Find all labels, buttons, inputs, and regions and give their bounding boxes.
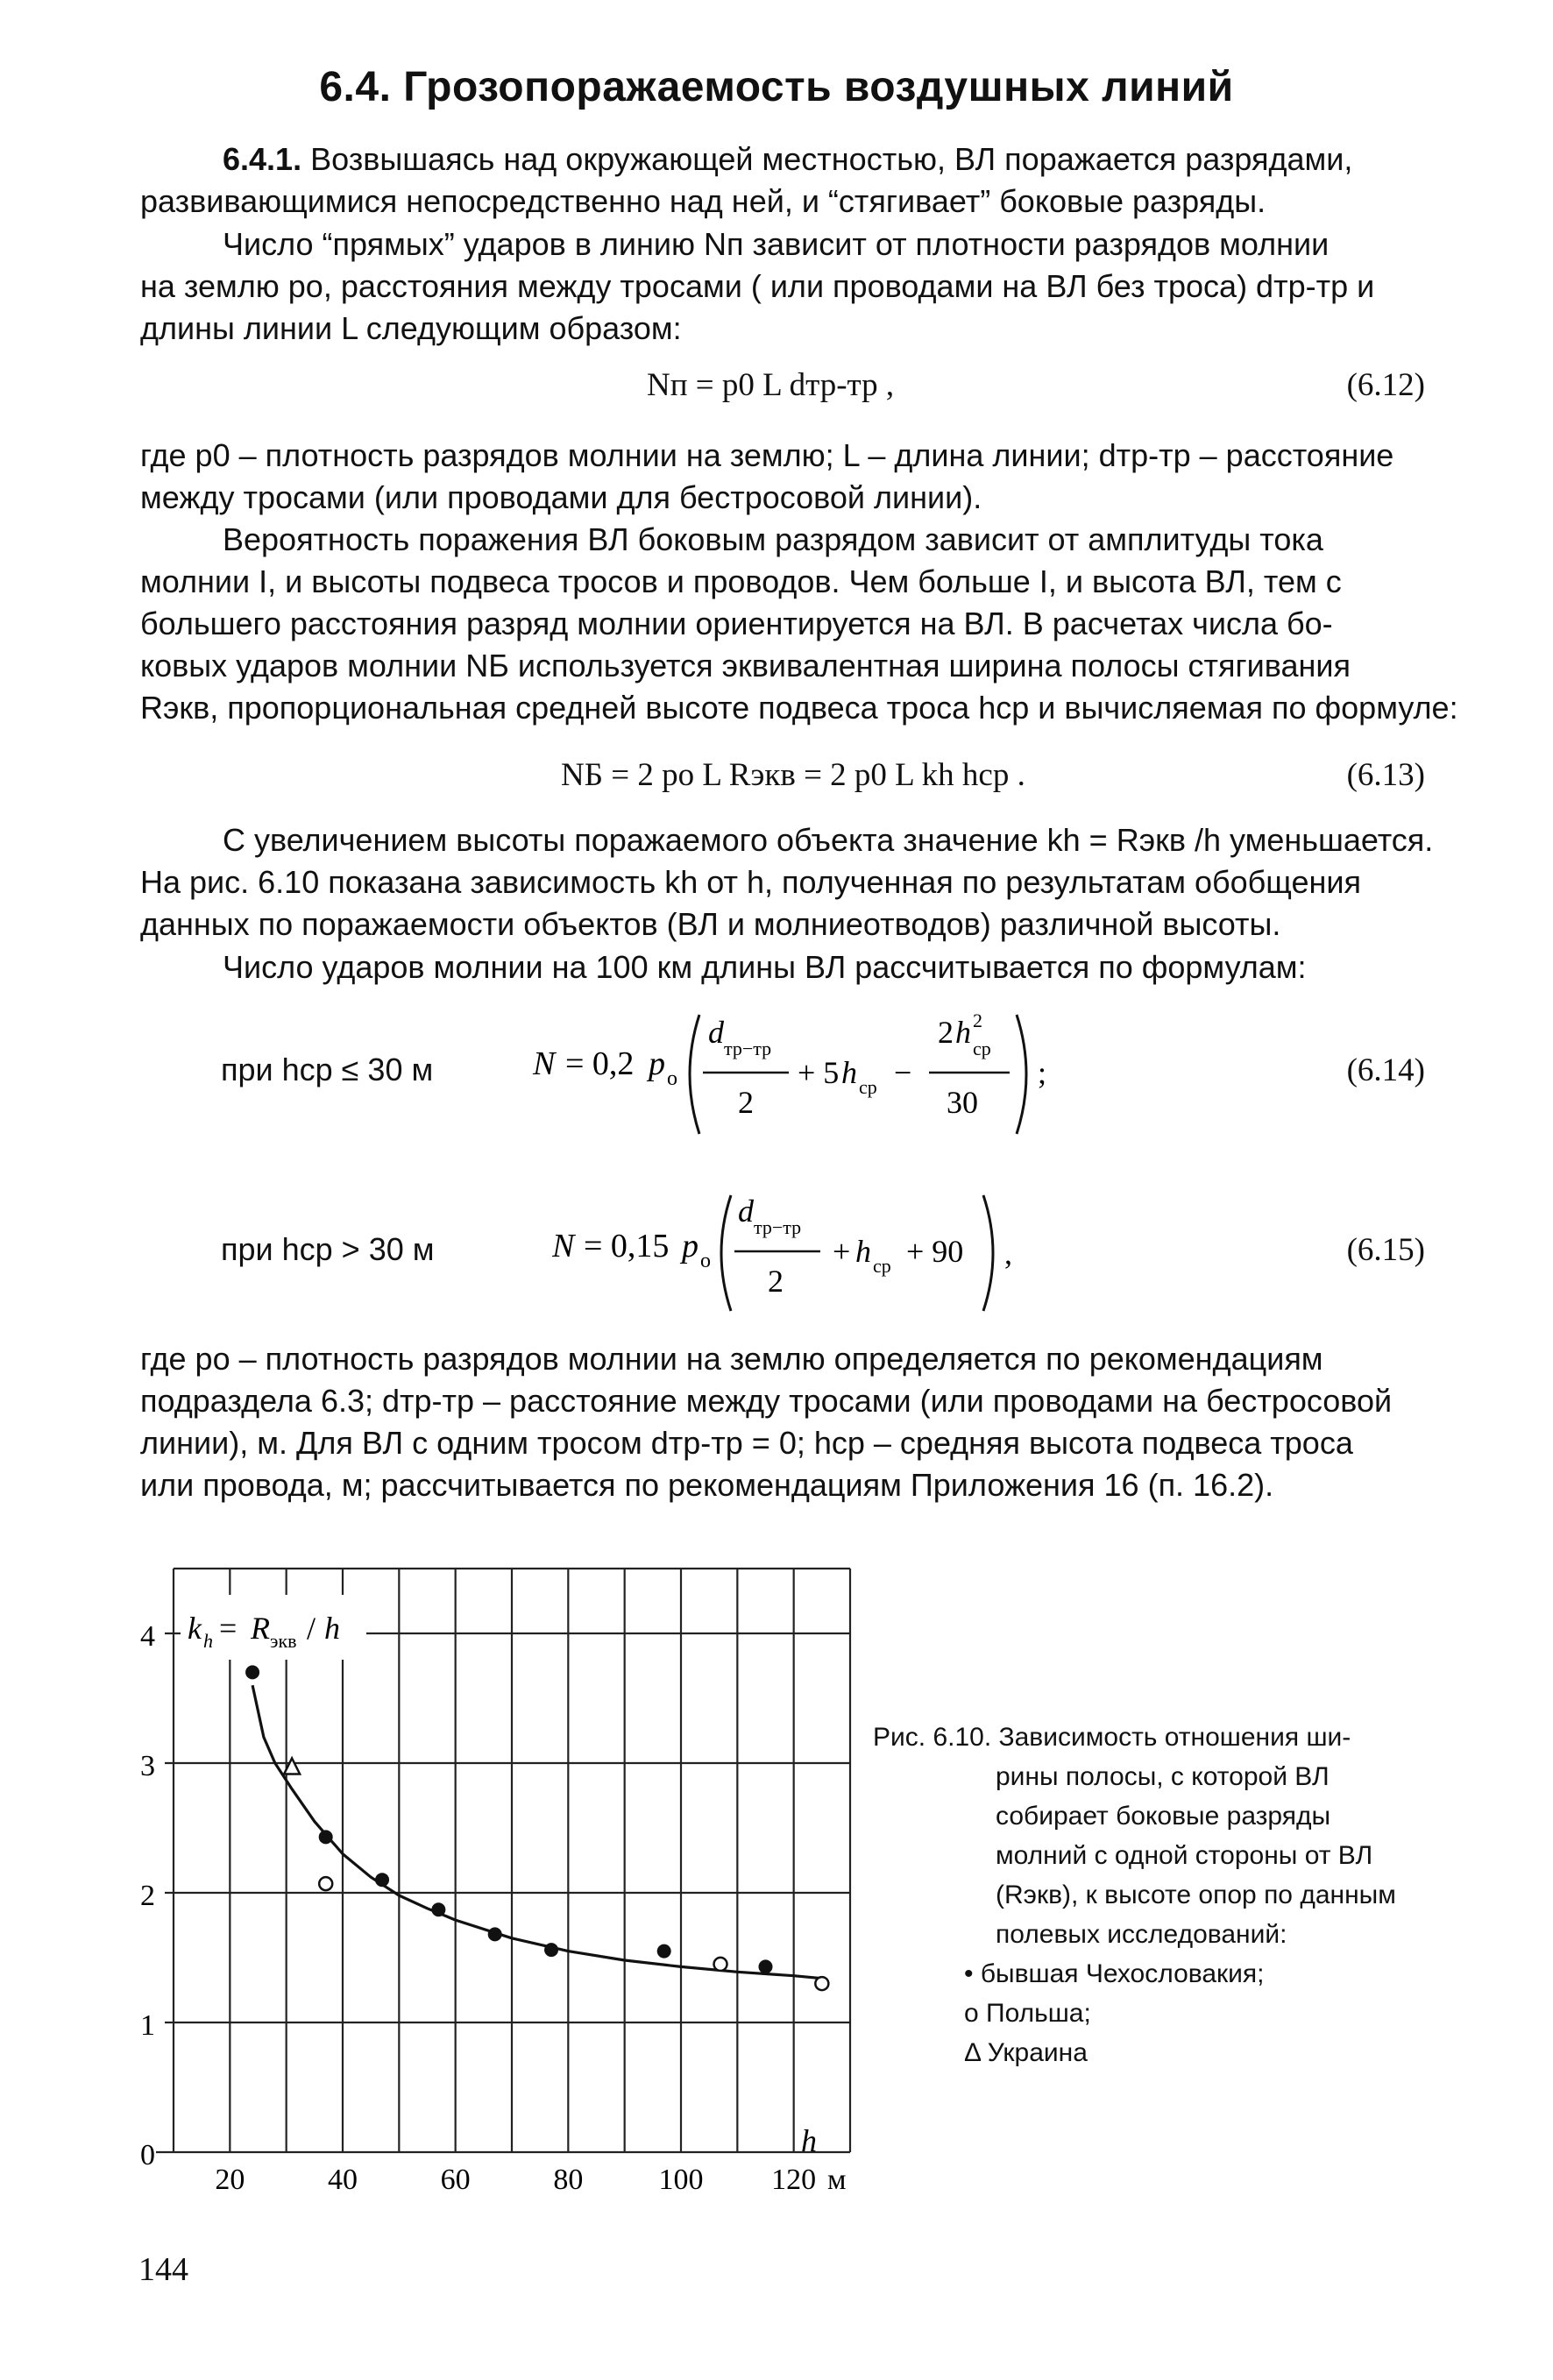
text-line: Число “прямых” ударов в линию Nп зависит от плотности разрядов молнии xyxy=(223,226,1330,262)
text-line: Rэкв, пропорциональная средней высоте подвеса троса hср и вычисляемая по формуле: xyxy=(140,690,1458,726)
text-line: развивающимися непосредственно над ней, и “стягивает” боковые разряды. xyxy=(140,183,1266,219)
svg-text:R: R xyxy=(251,1611,270,1646)
text-line: длины линии L следующим образом: xyxy=(140,310,682,346)
figure-caption xyxy=(873,1718,1434,2072)
text-line: между тросами (или проводами для бестросовой линии). xyxy=(140,479,982,515)
equation-number: (6.15) xyxy=(1346,1232,1425,1268)
data-point-filled xyxy=(759,1959,773,1973)
data-point-filled xyxy=(375,1873,389,1887)
svg-text:2: 2 xyxy=(768,1264,784,1299)
svg-text:,: , xyxy=(1004,1236,1012,1271)
svg-text:ср: ср xyxy=(973,1038,991,1059)
caption-line: молний с одной стороны от ВЛ xyxy=(996,1841,1373,1870)
data-points xyxy=(245,1665,828,1990)
x-tick-label: 40 xyxy=(328,2164,358,2196)
text-line: С увеличением высоты поражаемого объекта значение kh = Rэкв /h уменьшается. xyxy=(223,822,1434,858)
data-point-filled xyxy=(488,1927,502,1941)
x-tick-label: 80 xyxy=(553,2164,584,2196)
equation-number: (6.13) xyxy=(1346,757,1425,793)
svg-text:+: + xyxy=(833,1234,851,1269)
svg-text:тр−тр: тр−тр xyxy=(754,1216,802,1238)
svg-text:экв: экв xyxy=(270,1630,297,1652)
equation-number: (6.14) xyxy=(1346,1052,1425,1088)
x-unit-label: м xyxy=(827,2164,847,2196)
svg-text:2: 2 xyxy=(738,1085,754,1120)
text-line: линии), м. Для ВЛ с одним тросом dтр-тр = 0; hср – средняя высота подвеса троса xyxy=(140,1425,1353,1461)
svg-text:d: d xyxy=(738,1194,754,1229)
text-line: на землю pо, расстояния между тросами ( или проводами на ВЛ без троса) dтр-тр и xyxy=(140,268,1375,304)
caption-line: (Rэкв), к высоте опор по данным xyxy=(996,1881,1396,1909)
svg-text:= 0,15: = 0,15 xyxy=(584,1228,670,1264)
svg-text:ср: ср xyxy=(859,1076,877,1098)
x-tick-label: 100 xyxy=(658,2164,704,2196)
text-line: где pо – плотность разрядов молнии на землю определяется по рекомендациям xyxy=(140,1341,1323,1377)
y-axis-title xyxy=(181,1595,366,1660)
y-tick-label: 4 xyxy=(140,1620,155,1653)
svg-text:;: ; xyxy=(1038,1055,1047,1090)
data-point-filled xyxy=(544,1943,558,1957)
x-tick-label: 120 xyxy=(771,2164,817,2196)
equation-6-15-condition: при hср > 30 м xyxy=(221,1231,435,1267)
svg-text:30: 30 xyxy=(947,1085,978,1120)
data-point-open xyxy=(319,1877,332,1890)
caption-line: рины полосы, с которой ВЛ xyxy=(996,1762,1330,1791)
svg-text:+ 5: + 5 xyxy=(798,1055,840,1090)
tick-labels xyxy=(140,1620,816,2196)
svg-text:N: N xyxy=(552,1228,575,1264)
paragraph-number: 6.4.1. xyxy=(223,141,302,177)
page-number: 144 xyxy=(138,2251,188,2288)
text-line: подраздела 6.3; dтр-тр – расстояние между тросами (или проводами на бестросовой xyxy=(140,1383,1393,1419)
data-point-filled xyxy=(657,1944,671,1959)
svg-text:k: k xyxy=(188,1611,202,1646)
equation-6-13: NБ = 2 pо L Rэкв = 2 p0 L kh hср . xyxy=(561,757,1025,793)
svg-text:= 0,2: = 0,2 xyxy=(565,1045,635,1082)
text-line: большего расстояния разряд молнии ориентируется на ВЛ. В расчетах числа бо- xyxy=(140,606,1333,641)
svg-text:h: h xyxy=(955,1015,971,1050)
svg-text:тр−тр: тр−тр xyxy=(724,1038,772,1059)
y-tick-label: 2 xyxy=(140,1880,155,1912)
svg-text:/: / xyxy=(307,1611,316,1646)
data-point-filled xyxy=(319,1830,333,1844)
text-line: где p0 – плотность разрядов молнии на землю; L – длина линии; dтр-тр – расстояние xyxy=(140,437,1394,473)
text-line: молнии I, и высоты подвеса тросов и проводов. Чем больше I, и высота ВЛ, тем с xyxy=(140,563,1342,599)
svg-text:h: h xyxy=(203,1630,213,1652)
legend-item: о Польша; xyxy=(964,1999,1091,2028)
text-line: Число ударов молнии на 100 км длины ВЛ рассчитывается по формулам: xyxy=(223,949,1307,985)
equation-6-14-condition: при hср ≤ 30 м xyxy=(221,1052,434,1087)
data-point-filled xyxy=(431,1902,445,1916)
text-line: Возвышаясь над окружающей местностью, ВЛ поражается разрядами, xyxy=(310,141,1353,177)
caption-line: собирает боковые разряды xyxy=(996,1802,1331,1831)
x-tick-label: 20 xyxy=(215,2164,245,2196)
legend-item: Δ Украина xyxy=(964,2038,1088,2067)
text-line: ковых ударов молнии NБ используется эквивалентная ширина полосы стягивания xyxy=(140,648,1351,684)
y-tick-label: 0 xyxy=(140,2139,155,2171)
data-point-open xyxy=(815,1977,828,1990)
caption-line: полевых исследований: xyxy=(996,1920,1287,1949)
data-point-open xyxy=(714,1958,727,1971)
text-line: или провода, м; рассчитывается по рекомендациям Приложения 16 (п. 16.2). xyxy=(140,1467,1274,1503)
svg-text:−: − xyxy=(894,1055,912,1090)
svg-text:d: d xyxy=(708,1015,724,1050)
svg-text:о: о xyxy=(667,1067,677,1090)
data-point-filled xyxy=(245,1665,259,1679)
text-line: Вероятность поражения ВЛ боковым разрядом зависит от амплитуды тока xyxy=(223,521,1323,557)
svg-text:h: h xyxy=(841,1055,857,1090)
svg-text:о: о xyxy=(700,1250,711,1272)
caption-line: Рис. 6.10. Зависимость отношения ши- xyxy=(873,1723,1351,1752)
equation-6-12: Nп = p0 L dтр-тр , xyxy=(647,367,895,403)
svg-text:ср: ср xyxy=(873,1255,891,1277)
svg-text:2: 2 xyxy=(973,1009,982,1031)
svg-text:p: p xyxy=(649,1045,665,1082)
legend-item: • бывшая Чехословакия; xyxy=(964,1959,1265,1988)
svg-text:h: h xyxy=(324,1611,340,1646)
text-line: данных по поражаемости объектов (ВЛ и молниеотводов) различной высоты. xyxy=(140,906,1281,942)
y-tick-label: 3 xyxy=(140,1750,155,1782)
svg-text:N: N xyxy=(533,1045,556,1082)
svg-text:=: = xyxy=(219,1611,238,1646)
equation-number: (6.12) xyxy=(1346,367,1425,403)
section-heading: 6.4. Грозопоражаемость воздушных линий xyxy=(319,64,1234,110)
svg-text:+ 90: + 90 xyxy=(906,1234,964,1269)
text-line: На рис. 6.10 показана зависимость kh от h, полученная по результатам обобщения xyxy=(140,864,1361,900)
svg-text:2: 2 xyxy=(938,1015,954,1050)
x-axis-label: h xyxy=(801,2123,817,2158)
y-tick-label: 1 xyxy=(140,2009,155,2042)
svg-text:p: p xyxy=(682,1228,698,1264)
x-tick-label: 60 xyxy=(440,2164,471,2196)
svg-text:h: h xyxy=(855,1234,871,1269)
